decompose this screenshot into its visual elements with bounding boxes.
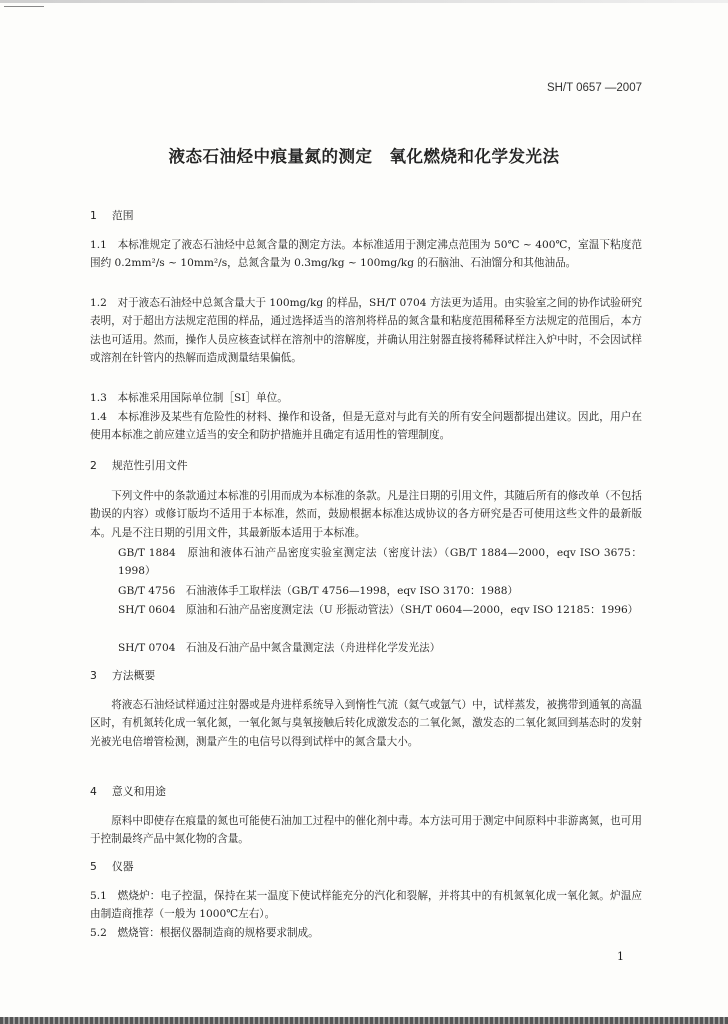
reference-item: [90, 582, 642, 600]
section-title: 方法概要: [112, 669, 156, 682]
reference-item: [90, 639, 642, 657]
reference-item: [90, 544, 642, 581]
significance-and-use: 原料中即使存在痕量的氮也可能使石油加工过程中的催化剂中毒。本方法可用于测定中间原料中非游离氮，也可用于控制最终产品中氮化物的含量。: [90, 815, 642, 846]
section-number: 3: [90, 669, 97, 682]
reference-text: SH/T 0604 原油和石油产品密度测定法（U 形振动管法）（SH/T 0604—2000，eqv ISO 12185：1996）: [118, 604, 639, 616]
section-heading-4: [90, 784, 166, 799]
section-heading-3: [90, 668, 155, 683]
reference-item: [90, 601, 642, 619]
section-title: 仪器: [112, 860, 134, 873]
section-title: 范围: [112, 209, 134, 222]
normative-references-intro: 下列文件中的条款通过本标准的引用而成为本标准的条款。凡是注日期的引用文件，其随后所有的修改单（不包括勘误的内容）或修订版均不适用于本标准，然而，鼓励根据本标准达成协议的各方研究是否可使用这些文件的最新版本。凡是不注日期的引用文件，其最新版本适用于本标准。: [90, 490, 642, 539]
standard-number: SH/T 0657 —2007: [546, 82, 642, 94]
clause-1-3: 1.3 本标准采用国际单位制［SI］单位。: [90, 392, 288, 404]
clause-1-4: 1.4 本标准涉及某些有危险性的材料、操作和设备，但是无意对与此有关的所有安全问题都提出建议。因此，用户在使用本标准之前应建立适当的安全和防护措施并且确定有适用性的管理制度。: [90, 411, 642, 442]
section-title: 规范性引用文件: [112, 459, 188, 472]
clause-1-1: 1.1 本标准规定了液态石油烃中总氮含量的测定方法。本标准适用于测定沸点范围为 50℃ ~ 400℃，室温下粘度范围约 0.2mm²/s ~ 10mm²/s，总氮含量为 0.3mg/kg ~ 100mg/kg 的石脑油、石油馏分和其他油品。: [90, 239, 642, 270]
scan-edge-bottom: [0, 1017, 728, 1024]
reference-text: SH/T 0704 石油及石油产品中氮含量测定法（舟进样化学发光法）: [118, 642, 441, 654]
page-number: 1: [617, 950, 624, 963]
reference-text: GB/T 1884 原油和液体石油产品密度实验室测定法（密度计法）（GB/T 1884—2000，eqv ISO 3675：1998）: [118, 547, 642, 578]
document-title: 液态石油烃中痕量氮的测定 氧化燃烧和化学发光法: [168, 147, 560, 166]
section-number: 2: [90, 459, 97, 472]
scan-mark: [4, 6, 44, 7]
section-number: 1: [90, 209, 97, 222]
clause-5-1: 5.1 燃烧炉：电子控温，保持在某一温度下使试样能充分的汽化和裂解，并将其中的有机氮氧化成一氧化氮。炉温应由制造商推荐（一般为 1000℃左右）。: [90, 890, 642, 921]
section-title: 意义和用途: [112, 785, 166, 798]
scan-edge-top: [0, 0, 728, 3]
section-heading-1: [90, 208, 134, 223]
section-heading-5: [90, 859, 134, 874]
section-number: 4: [90, 785, 97, 798]
clause-5-2: 5.2 燃烧管：根据仪器制造商的规格要求制成。: [90, 927, 319, 939]
method-summary: 将液态石油烃试样通过注射器或是舟进样系统导入到惰性气流（氦气或氩气）中，试样蒸发，被携带到通氧的高温区时，有机氮转化成一氧化氮，一氧化氮与臭氧接触后转化成激发态的二氧化氮，激发态的二氧化氮回到基态时的发射光被光电倍增管检测，测量产生的电信号以得到试样中的氮含量大小。: [90, 699, 642, 748]
reference-text: GB/T 4756 石油液体手工取样法（GB/T 4756—1998，eqv ISO 3170：1988）: [118, 585, 519, 597]
section-number: 5: [90, 860, 97, 873]
clause-1-2: 1.2 对于液态石油烃中总氮含量大于 100mg/kg 的样品，SH/T 0704 方法更为适用。由实验室之间的协作试验研究表明，对于超出方法规定范围的样品，通过选择适当的溶剂将样品的氮含量和粘度范围稀释至方法规定的范围后，本方法也可适用。然而，操作人员应核查试样在溶剂中的溶解度，并确认用注射器直接将稀释试样注入炉中时，不会因试样或溶剂在针管内的热解而造成测量结果偏低。: [90, 297, 642, 364]
section-heading-2: [90, 458, 188, 473]
